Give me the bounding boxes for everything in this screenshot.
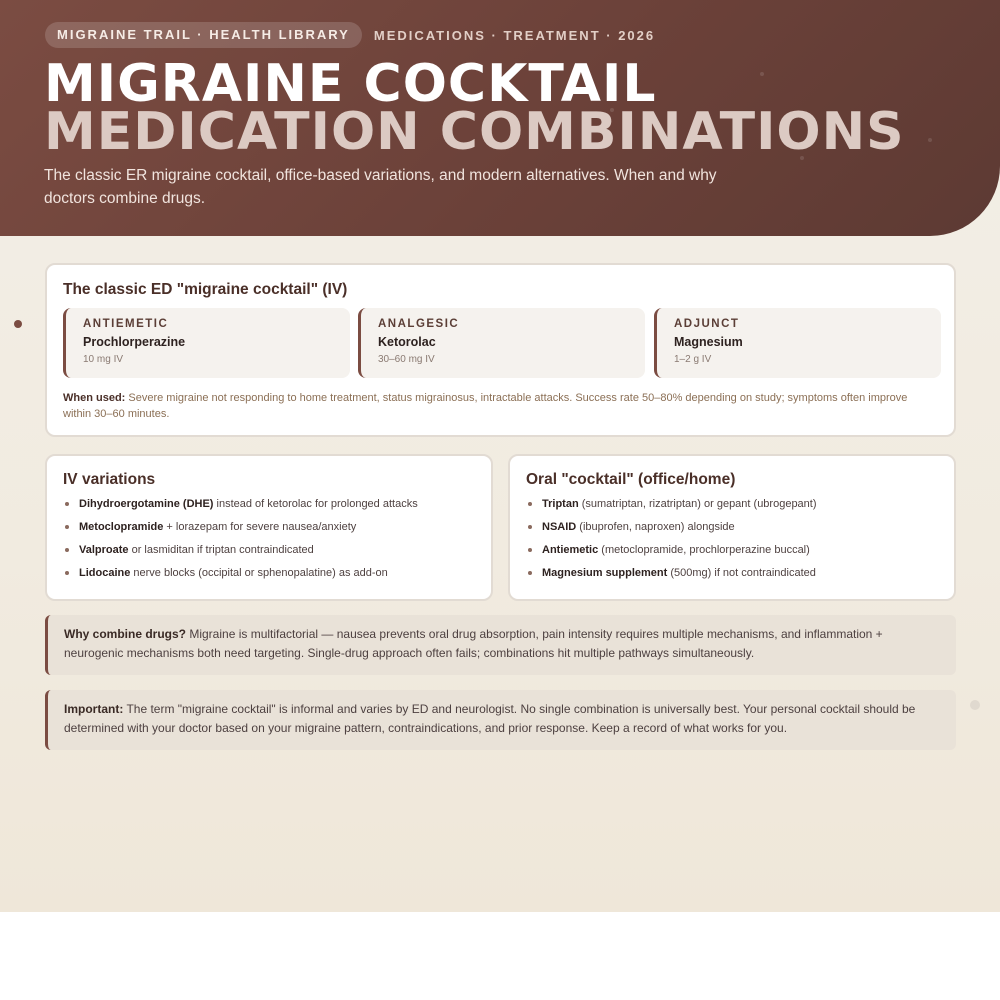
list-item-bold: Dihydroergotamine (DHE) (79, 498, 214, 510)
list-item-bold: Lidocaine (79, 567, 131, 579)
drug-name: Prochlorperazine (83, 335, 186, 349)
list-item-text: nerve blocks (occipital or sphenopalatine) as add-on (130, 567, 388, 579)
list-item-text: or lasmiditan if triptan contraindicated (128, 544, 314, 556)
list-item-text: (sumatriptan, rizatriptan) or gepant (ubrogepant) (578, 498, 817, 510)
decorative-dot (14, 320, 22, 328)
why-combine-text: Migraine is multifactorial — nausea prevents oral drug absorption, pain intensity requires multiple mechanisms, and inflammation + neurogenic mechanisms both need targeting. Single-drug approach often fails; combinations hit multiple pathways simultaneously. (64, 627, 883, 660)
drug-dose: 1–2 g IV (674, 354, 712, 365)
when-used-text (63, 390, 938, 422)
page-title-line-1: MIGRAINE COCKTAIL (44, 54, 657, 114)
classic-cocktail-heading: The classic ED "migraine cocktail" (IV) (63, 281, 348, 298)
list-item (526, 519, 817, 542)
hero-banner (0, 0, 1000, 236)
page-title-line-2: MEDICATION COMBINATIONS (44, 102, 905, 162)
oral-cocktail-heading: Oral "cocktail" (office/home) (526, 471, 736, 488)
list-item (526, 496, 817, 519)
iv-variations-list (63, 496, 418, 588)
classic-cocktail-card (45, 263, 956, 437)
drug-dose: 10 mg IV (83, 354, 124, 365)
oral-cocktail-card (508, 454, 956, 601)
site-badge[interactable]: MIGRAINE TRAIL · HEALTH LIBRARY (45, 22, 362, 48)
why-combine-label: Why combine drugs? (64, 627, 187, 641)
when-used-label: When used: (63, 392, 126, 404)
important-text: The term "migraine cocktail" is informal and varies by ED and neurologist. No single combination is universally best. Your personal cocktail should be determined with your doctor based on your migraine pattern, contraindications, and prior response. Keep a record of what works for you. (64, 702, 916, 735)
drug-card-adjunct (654, 308, 941, 378)
page-subtitle: The classic ER migraine cocktail, office-based variations, and modern alternatives. When and why doctors combine drugs. (44, 167, 717, 207)
list-item-bold: Antiemetic (542, 544, 599, 556)
list-item (526, 565, 817, 588)
list-item-bold: Valproate (79, 544, 129, 556)
top-bar (45, 22, 655, 48)
important-label: Important: (64, 702, 124, 716)
breadcrumb[interactable]: MEDICATIONS · TREATMENT · 2026 (373, 27, 656, 43)
drug-name: Magnesium (674, 335, 743, 349)
list-item (63, 496, 418, 519)
drug-card-antiemetic (63, 308, 350, 378)
drug-category: ANTIEMETIC (83, 318, 169, 330)
iv-variations-heading: IV variations (63, 471, 156, 488)
list-item-bold: NSAID (542, 521, 577, 533)
why-combine-callout (45, 615, 956, 675)
list-item-text: (500mg) if not contraindicated (667, 567, 816, 579)
list-item (63, 542, 418, 565)
drug-dose: 30–60 mg IV (378, 354, 435, 365)
when-used-body: Severe migraine not responding to home treatment, status migrainosus, intractable attacks. Success rate 50–80% depending on study; symptoms often improve within 30–60 minutes. (63, 392, 908, 420)
important-callout (45, 690, 956, 750)
list-item-text: (ibuprofen, naproxen) alongside (576, 521, 735, 533)
list-item-bold: Metoclopramide (79, 521, 164, 533)
list-item-text: + lorazepam for severe nausea/anxiety (163, 521, 357, 533)
list-item-bold: Triptan (542, 498, 579, 510)
drug-category: ANALGESIC (378, 318, 460, 330)
list-item-bold: Magnesium supplement (542, 567, 668, 579)
iv-variations-card (45, 454, 493, 601)
list-item (63, 565, 418, 588)
drug-card-analgesic (358, 308, 645, 378)
list-item (526, 542, 817, 565)
drug-name: Ketorolac (378, 335, 436, 349)
list-item-text: (metoclopramide, prochlorperazine buccal) (598, 544, 810, 556)
drug-category: ADJUNCT (674, 318, 740, 330)
list-item-text: instead of ketorolac for prolonged attacks (213, 498, 418, 510)
list-item (63, 519, 418, 542)
oral-cocktail-list (526, 496, 817, 588)
decorative-dot (970, 700, 980, 710)
